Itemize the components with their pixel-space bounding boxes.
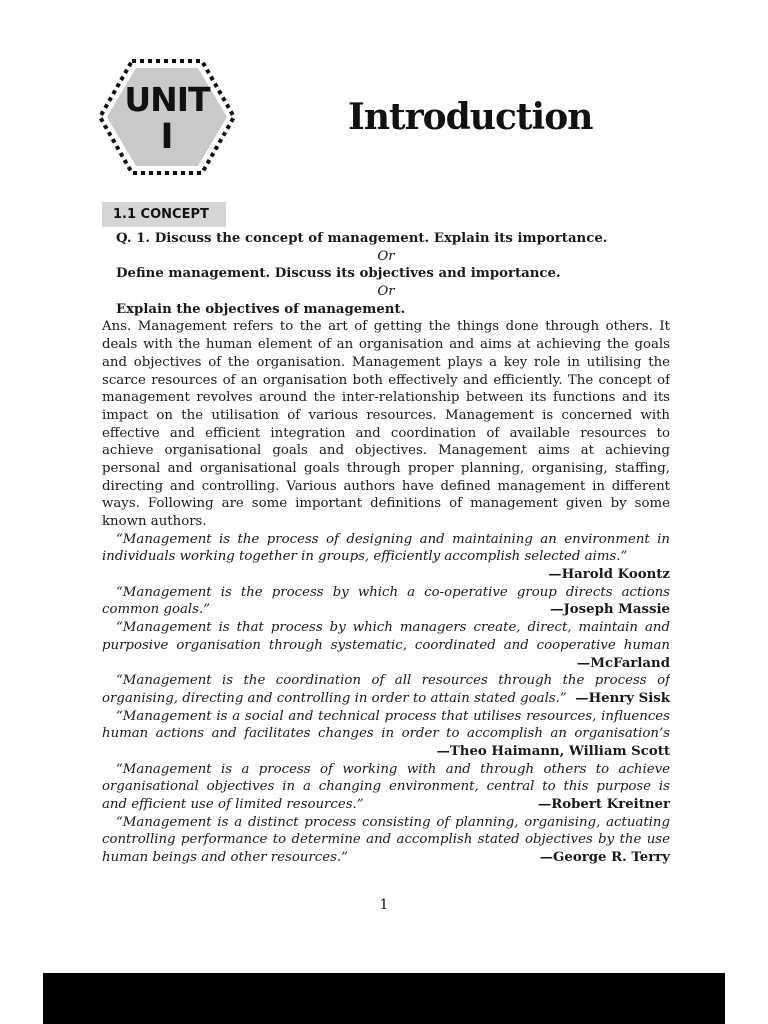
quote-line: “Management is a distinct process consisting of planning, organising, actuating bbox=[116, 814, 670, 830]
quote-line: human actions and facilitates changes in order to accomplish an organisation’s bbox=[102, 726, 670, 742]
answer-line: effective and efficient integration and coordination of available resources to bbox=[102, 425, 670, 441]
quote-line: “Management is a process of working with and through others to achieve bbox=[116, 761, 670, 777]
answer-line: Ans. Management refers to the art of getting the things done through others. It bbox=[102, 319, 670, 335]
page-number: 1 bbox=[379, 897, 389, 913]
quote-text: common goals.” bbox=[102, 602, 211, 618]
quote-line: individuals working together in groups, efficiently accomplish selected aims.” bbox=[102, 549, 628, 565]
question-line: Q. 1. Discuss the concept of management. Explain its importance. bbox=[116, 231, 608, 246]
quote-line: purposive organisation through systematic, coordinated and cooperative human bbox=[102, 637, 670, 653]
answer-line: achieve organisational goals and objectives. Management aims at achieving bbox=[102, 443, 670, 459]
quote-line: controlling performance to determine and accomplish stated objectives by the use bbox=[102, 832, 670, 848]
quote-line: “Management is the process of designing and maintaining an environment in bbox=[116, 531, 670, 547]
quote-line: “Management is the process by which a co-operative group directs actions bbox=[116, 584, 670, 600]
quote-author: —Joseph Massie bbox=[550, 602, 670, 618]
quote-line: “Management is a social and technical process that utilises resources, influences bbox=[116, 708, 670, 724]
quote-author: —Henry Sisk bbox=[575, 690, 670, 706]
quote-author: —McFarland bbox=[576, 655, 670, 671]
section-label: 1.1 CONCEPT bbox=[102, 202, 226, 227]
page-body bbox=[102, 230, 670, 867]
answer-line: deals with the human element of an organisation and aims at achieving the goals bbox=[102, 337, 670, 353]
question-line: Explain the objectives of management. bbox=[116, 301, 406, 317]
quote-line-with-author bbox=[102, 690, 670, 708]
answer-line: known authors. bbox=[102, 514, 207, 529]
quote-author: —Harold Koontz bbox=[548, 567, 670, 583]
quote-line: organisational objectives in a changing environment, central to this purpose is bbox=[102, 779, 670, 795]
quote-line: “Management is that process by which managers create, direct, maintain and bbox=[116, 620, 670, 636]
unit-badge bbox=[96, 56, 238, 178]
answer-line: management revolves around the inter-relationship between its functions and its bbox=[102, 390, 670, 406]
answer-line: impact on the utilisation of various resources. Management is concerned with bbox=[102, 407, 670, 423]
quote-line-with-author bbox=[102, 601, 670, 619]
unit-number: I bbox=[160, 117, 174, 157]
question-line: Define management. Discuss its objectives and importance. bbox=[116, 266, 561, 282]
quote-text: organising, directing and controlling in order to attain stated goals.” bbox=[102, 690, 567, 706]
quote-line-with-author bbox=[102, 849, 670, 867]
answer-line: ways. Following are some important definitions of management given by some bbox=[102, 496, 670, 512]
answer-line: directing and controlling. Various authors have defined management in different bbox=[102, 478, 670, 494]
quote-text: human beings and other resources.” bbox=[102, 850, 348, 866]
answer-line: and objectives of the organisation. Management plays a key role in utilising the bbox=[102, 354, 670, 370]
quote-line-with-author bbox=[102, 796, 670, 814]
or-separator: Or bbox=[377, 248, 395, 264]
or-separator: Or bbox=[377, 284, 395, 300]
quote-text: and efficient use of limited resources.” bbox=[102, 797, 364, 812]
answer-line: scarce resources of an organisation both effectively and efficiently. The concept of bbox=[102, 372, 670, 388]
unit-word: UNIT bbox=[124, 80, 210, 119]
quote-author: —George R. Terry bbox=[539, 850, 670, 866]
quote-author: —Theo Haimann, William Scott bbox=[436, 743, 670, 759]
footer-bar bbox=[43, 973, 725, 1024]
page-title: Introduction bbox=[348, 96, 593, 138]
quote-line: “Management is the coordination of all resources through the process of bbox=[116, 673, 670, 689]
quote-author: —Robert Kreitner bbox=[537, 797, 670, 812]
answer-line: personal and organisational goals through proper planning, organising, staffing, bbox=[102, 460, 670, 476]
